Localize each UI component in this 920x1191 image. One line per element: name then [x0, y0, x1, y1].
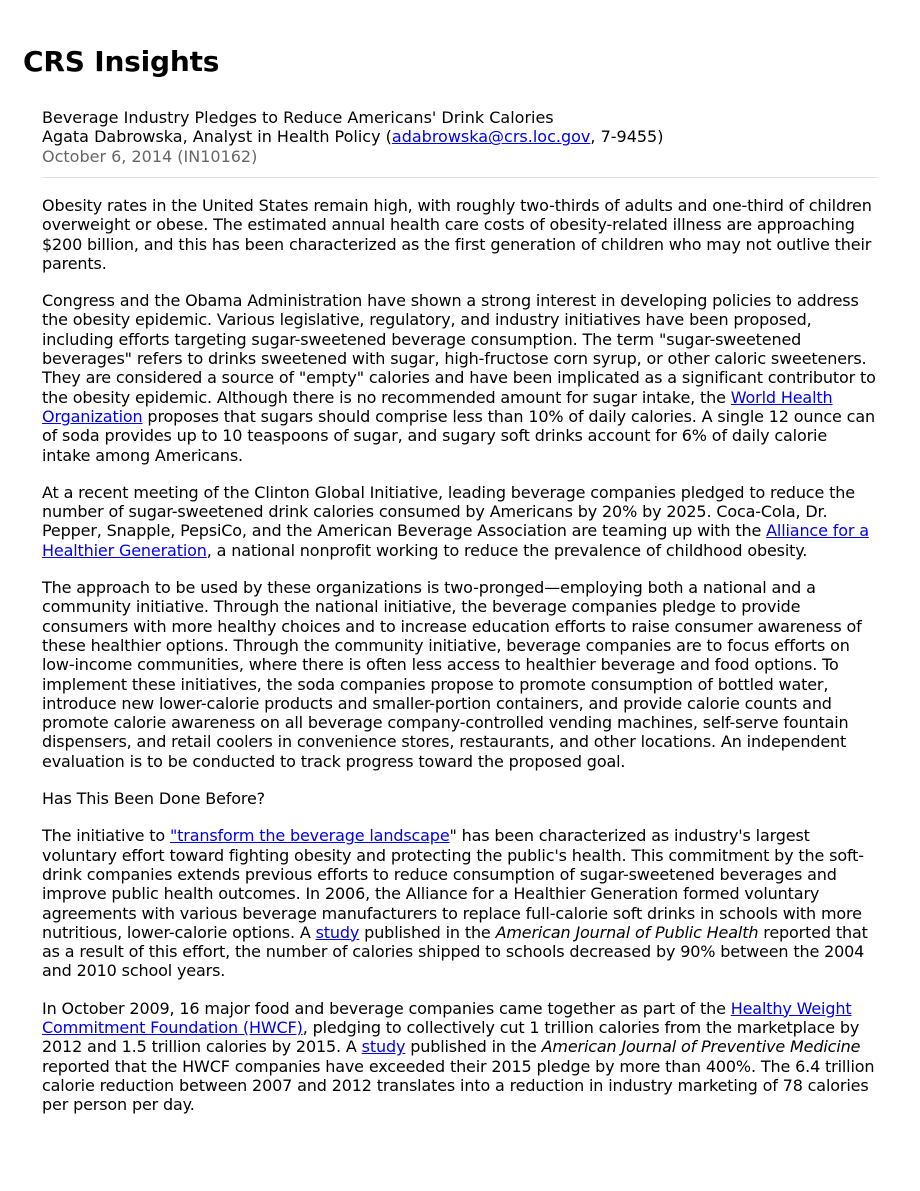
paragraph-obesity-rates: Obesity rates in the United States remain high, with roughly two-thirds of adults and one-third of children overweight or obese. The estimated annual health care costs of obesity-related illness are approaching $200 billion, and this has been characterized as the first generation of children who may not outlive their parents.	[42, 196, 872, 273]
link-study-ajpm[interactable]: study	[361, 1037, 406, 1057]
link-who[interactable]: World Health Organization	[42, 387, 833, 426]
journal-ajpm: American Journal of Preventive Medicine	[541, 1037, 861, 1057]
article-author	[42, 127, 878, 146]
author-name: Agata Dabrowska, Analyst in Health Policy (	[42, 127, 392, 147]
journal-ajph: American Journal of Public Health	[495, 922, 759, 942]
author-phone: , 7-9455)	[590, 127, 664, 147]
paragraph-hwcf: In October 2009, 16 major food and beverage companies came together as part of the Healthy Weight Commitment Foundation (HWCF), pledging to collectively cut 1 trillion calories from the marketplace by 2012 and 1.5 trillion calories by 2015. A study published in the American Journal of Preventive Medicine reported that the HWCF companies have exceeded their 2015 pledge by more than 400%. The 6.4 trillion calorie reduction between 2007 and 2012 translates into a reduction in industry marketing of 78 calories per person per day.	[42, 998, 875, 1115]
paragraph-policy-interest: Congress and the Obama Administration have shown a strong interest in developing policies to address the obesity epidemic. Various legislative, regulatory, and industry initiatives have been proposed, including efforts targeting sugar-sweetened beverage consumption. The term "sugar-sweetened beverages" refers to drinks sweetened with sugar, high-fructose corn syrup, or other caloric sweeteners. They are considered a source of "empty" calories and have been implicated as a significant contributor to the obesity epidemic. Although there is no recommended amount for sugar intake, the World Health Organization proposes that sugars should comprise less than 10% of daily calories. A single 12 ounce can of soda provides up to 10 teaspoons of sugar, and sugary soft drinks account for 6% of daily calorie intake among Americans.	[42, 291, 876, 465]
paragraph-initiative-history: The initiative to "transform the beverage landscape" has been characterized as industry's largest voluntary effort toward fighting obesity and protecting the public's health. This commitment by the soft-drink companies extends previous efforts to reduce consumption of sugar-sweetened beverages and improve public health outcomes. In 2006, the Alliance for a Healthier Generation formed voluntary agreements with various beverage manufacturers to replace full-calorie soft drinks in schools with more nutritious, lower-calorie options. A study published in the American Journal of Public Health reported that as a result of this effort, the number of calories shipped to schools decreased by 90% between the 2004 and 2010 school years.	[42, 826, 868, 981]
paragraph-clinton-initiative: At a recent meeting of the Clinton Global Initiative, leading beverage companies pledged to reduce the number of sugar-sweetened drink calories consumed by Americans by 20% by 2025. Coca-Cola, Dr. Pepper, Snapple, PepsiCo, and the American Beverage Association are teaming up with the Alliance for a Healthier Generation, a national nonprofit working to reduce the prevalence of childhood obesity.	[42, 482, 869, 560]
link-alliance[interactable]: Alliance for a Healthier Generation	[42, 521, 869, 560]
link-transform-landscape[interactable]: "transform the beverage landscape	[169, 826, 450, 846]
article-body	[42, 196, 880, 1132]
link-study-ajph[interactable]: study	[315, 922, 360, 942]
paragraph-approach: The approach to be used by these organizations is two-pronged—employing both a national and a community initiative. Through the national initiative, the beverage companies pledge to provide consumers with more healthy choices and to increase education efforts to raise consumer awareness of these healthier options. Through the community initiative, beverage companies are to focus efforts on low-income communities, where there is often less access to healthier beverage and food options. To implement these initiatives, the soda companies propose to promote consumption of bottled water, introduce new lower-calorie products and smaller-portion containers, and provide calorie counts and promote calorie awareness on all beverage company-controlled vending machines, self-serve fountain dispensers, and retail coolers in convenience stores, restaurants, and other locations. An independent evaluation is to be conducted to track progress toward the proposed goal.	[42, 578, 862, 771]
article-title: Beverage Industry Pledges to Reduce Americans' Drink Calories	[42, 108, 554, 127]
header-divider	[42, 177, 878, 178]
article-meta	[42, 108, 878, 166]
link-hwcf[interactable]: Healthy Weight Commitment Foundation (HWCF)	[42, 998, 852, 1037]
author-email-link[interactable]: adabrowska@crs.loc.gov	[391, 127, 591, 147]
site-brand-title: CRS Insights	[23, 45, 220, 78]
article-date: October 6, 2014 (IN10162)	[42, 146, 258, 166]
section-heading: Has This Been Done Before?	[42, 789, 266, 809]
